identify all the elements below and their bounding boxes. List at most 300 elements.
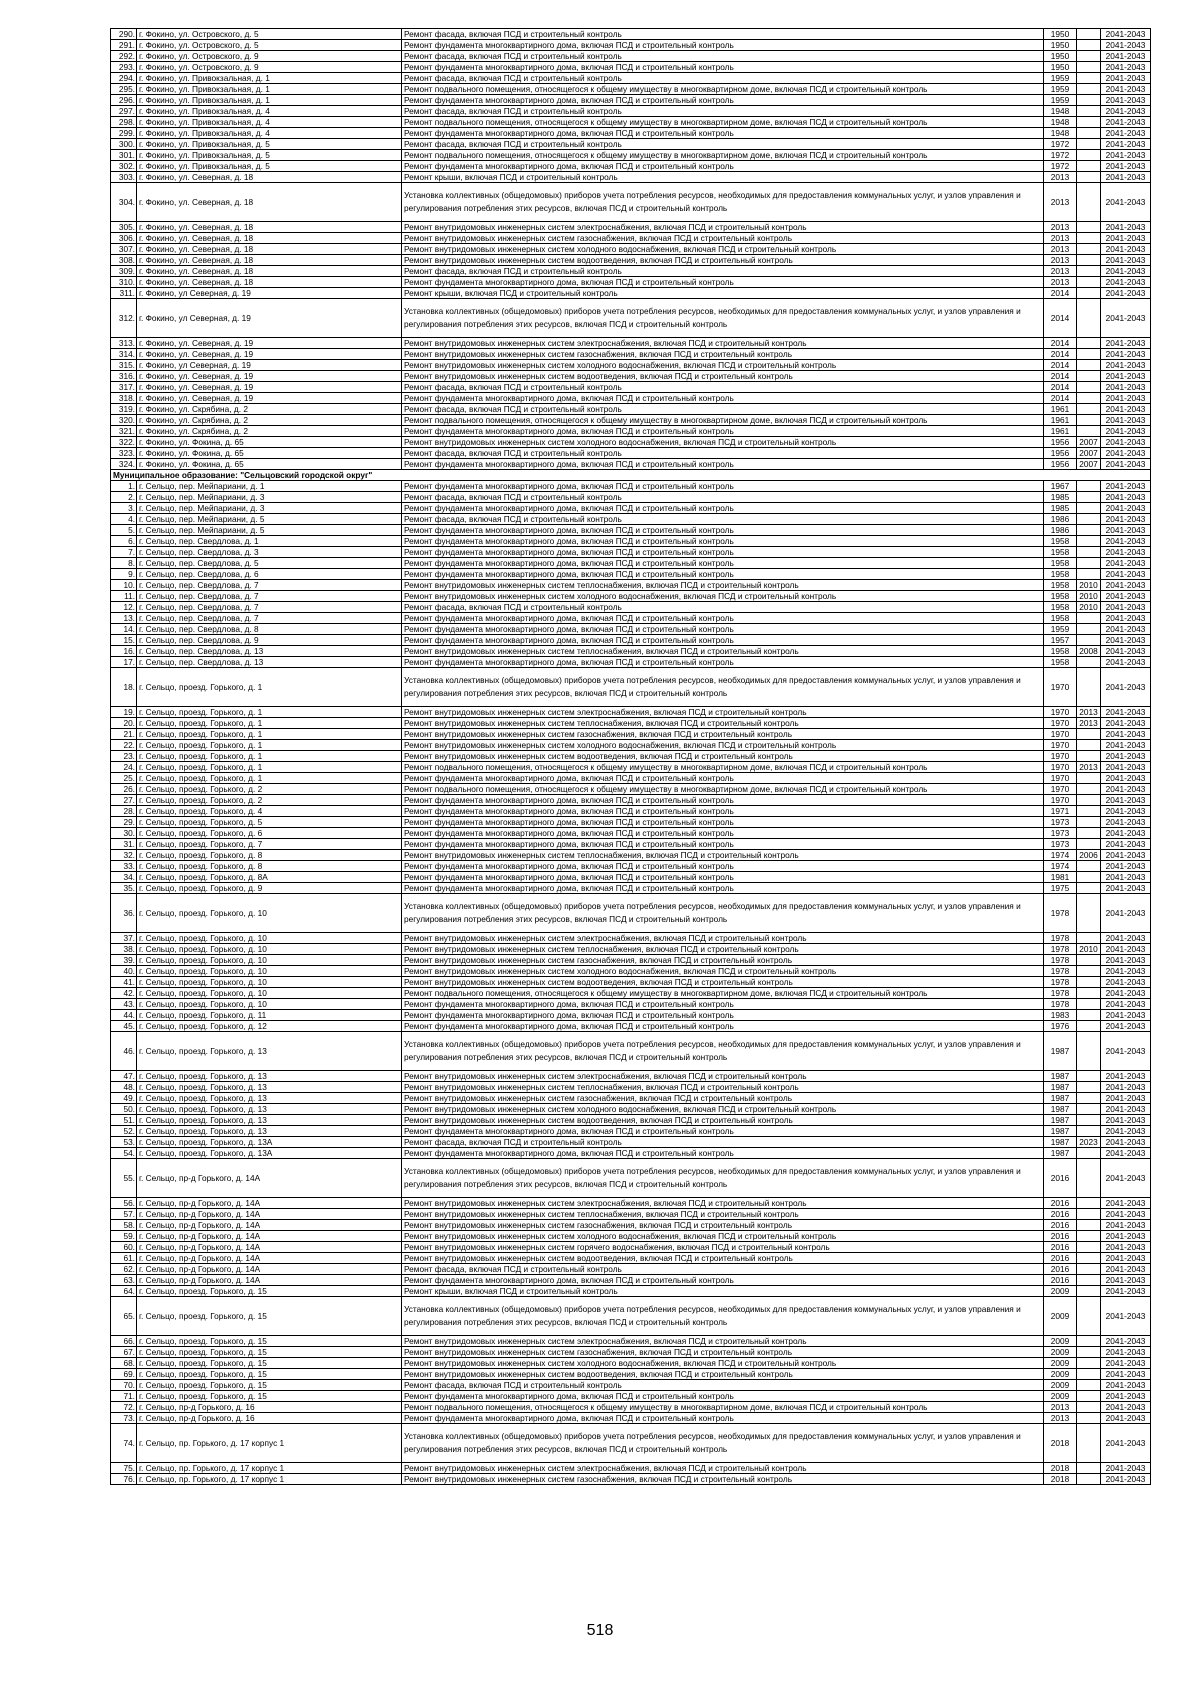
address-cell: г. Сельцо, пер. Мейпариани, д. 3 — [137, 492, 402, 503]
period-cell: 2041-2043 — [1101, 817, 1151, 828]
last-repair-year-cell — [1077, 233, 1101, 244]
build-year-cell: 2009 — [1044, 1369, 1077, 1380]
work-type-cell: Ремонт подвального помещения, относящегося к общему имуществу в многоквартирном доме, включая ПСД и строительный контроль — [402, 150, 1044, 161]
build-year-cell: 1958 — [1044, 569, 1077, 580]
address-cell: г. Сельцо, проезд. Горького, д. 15 — [137, 1358, 402, 1369]
build-year-cell: 1987 — [1044, 1093, 1077, 1104]
period-cell: 2041-2043 — [1101, 503, 1151, 514]
period-cell: 2041-2043 — [1101, 668, 1151, 707]
row-number: 311. — [111, 288, 137, 299]
period-cell: 2041-2043 — [1101, 861, 1151, 872]
last-repair-year-cell: 2007 — [1077, 437, 1101, 448]
build-year-cell: 1959 — [1044, 84, 1077, 95]
row-number: 8. — [111, 558, 137, 569]
build-year-cell: 1961 — [1044, 404, 1077, 415]
address-cell: г. Сельцо, проезд. Горького, д. 10 — [137, 933, 402, 944]
row-number: 318. — [111, 393, 137, 404]
row-number: 64. — [111, 1286, 137, 1297]
table-row — [111, 933, 1151, 944]
period-cell: 2041-2043 — [1101, 751, 1151, 762]
build-year-cell: 2013 — [1044, 255, 1077, 266]
period-cell: 2041-2043 — [1101, 646, 1151, 657]
address-cell: г. Фокино, ул. Северная, д. 19 — [137, 382, 402, 393]
period-cell: 2041-2043 — [1101, 51, 1151, 62]
address-cell: г. Сельцо, проезд. Горького, д. 10 — [137, 955, 402, 966]
table-row — [111, 613, 1151, 624]
last-repair-year-cell — [1077, 382, 1101, 393]
table-row — [111, 1380, 1151, 1391]
period-cell: 2041-2043 — [1101, 73, 1151, 84]
work-type-cell: Установка коллективных (общедомовых) приборов учета потребления ресурсов, необходимых для предоставления коммунальных услуг, и узлов управления и регулирования потребления этих ресурсов, включая ПСД и строительный контроль — [402, 1159, 1044, 1198]
work-type-cell: Ремонт внутридомовых инженерных систем газоснабжения, включая ПСД и строительный контроль — [402, 1220, 1044, 1231]
table-row — [111, 481, 1151, 492]
table-row — [111, 1159, 1151, 1198]
table-row — [111, 1347, 1151, 1358]
build-year-cell: 2016 — [1044, 1242, 1077, 1253]
build-year-cell: 1985 — [1044, 503, 1077, 514]
table-row — [111, 729, 1151, 740]
address-cell: г. Сельцо, проезд. Горького, д. 10 — [137, 999, 402, 1010]
build-year-cell: 2014 — [1044, 382, 1077, 393]
row-number: 63. — [111, 1275, 137, 1286]
work-type-cell: Ремонт фасада, включая ПСД и строительный контроль — [402, 266, 1044, 277]
address-cell: г. Фокино, ул. Привокзальная, д. 4 — [137, 128, 402, 139]
last-repair-year-cell — [1077, 1032, 1101, 1071]
table-row — [111, 1463, 1151, 1474]
address-cell: г. Фокино, ул. Северная, д. 18 — [137, 233, 402, 244]
build-year-cell: 1956 — [1044, 437, 1077, 448]
work-type-cell: Ремонт фундамента многоквартирного дома, включая ПСД и строительный контроль — [402, 657, 1044, 668]
row-number: 66. — [111, 1336, 137, 1347]
address-cell: г. Сельцо, пер. Свердлова, д. 8 — [137, 624, 402, 635]
row-number: 13. — [111, 613, 137, 624]
work-type-cell: Ремонт фундамента многоквартирного дома, включая ПСД и строительный контроль — [402, 795, 1044, 806]
last-repair-year-cell: 2007 — [1077, 459, 1101, 470]
row-number: 322. — [111, 437, 137, 448]
address-cell: г. Сельцо, пер. Свердлова, д. 6 — [137, 569, 402, 580]
last-repair-year-cell — [1077, 1071, 1101, 1082]
period-cell: 2041-2043 — [1101, 718, 1151, 729]
table-row — [111, 244, 1151, 255]
period-cell: 2041-2043 — [1101, 84, 1151, 95]
row-number: 319. — [111, 404, 137, 415]
row-number: 43. — [111, 999, 137, 1010]
build-year-cell: 1978 — [1044, 955, 1077, 966]
address-cell: г. Фокино, ул. Скрябина, д. 2 — [137, 426, 402, 437]
period-cell: 2041-2043 — [1101, 1391, 1151, 1402]
address-cell: г. Сельцо, проезд. Горького, д. 6 — [137, 828, 402, 839]
row-number: 73. — [111, 1413, 137, 1424]
table-row — [111, 525, 1151, 536]
build-year-cell: 1983 — [1044, 1010, 1077, 1021]
address-cell: г. Фокино, ул. Фокина, д. 65 — [137, 459, 402, 470]
row-number: 312. — [111, 299, 137, 338]
period-cell: 2041-2043 — [1101, 536, 1151, 547]
build-year-cell: 1987 — [1044, 1137, 1077, 1148]
table-row — [111, 966, 1151, 977]
build-year-cell: 1970 — [1044, 740, 1077, 751]
table-row — [111, 1264, 1151, 1275]
last-repair-year-cell — [1077, 172, 1101, 183]
work-type-cell: Ремонт подвального помещения, относящегося к общему имуществу в многоквартирном доме, включая ПСД и строительный контроль — [402, 415, 1044, 426]
address-cell: г. Фокино, ул. Островского, д. 5 — [137, 40, 402, 51]
table-row — [111, 40, 1151, 51]
period-cell: 2041-2043 — [1101, 850, 1151, 861]
period-cell: 2041-2043 — [1101, 795, 1151, 806]
row-number: 25. — [111, 773, 137, 784]
period-cell: 2041-2043 — [1101, 40, 1151, 51]
work-type-cell: Ремонт фундамента многоквартирного дома, включая ПСД и строительный контроль — [402, 161, 1044, 172]
address-cell: г. Сельцо, проезд. Горького, д. 1 — [137, 707, 402, 718]
table-row — [111, 51, 1151, 62]
build-year-cell: 1950 — [1044, 40, 1077, 51]
address-cell: г. Сельцо, пер. Свердлова, д. 7 — [137, 602, 402, 613]
build-year-cell: 1973 — [1044, 839, 1077, 850]
last-repair-year-cell — [1077, 1242, 1101, 1253]
table-row — [111, 266, 1151, 277]
period-cell: 2041-2043 — [1101, 1231, 1151, 1242]
work-type-cell: Ремонт фундамента многоквартирного дома, включая ПСД и строительный контроль — [402, 1010, 1044, 1021]
period-cell: 2041-2043 — [1101, 172, 1151, 183]
table-row — [111, 277, 1151, 288]
work-type-cell: Ремонт фундамента многоквартирного дома, включая ПСД и строительный контроль — [402, 839, 1044, 850]
last-repair-year-cell — [1077, 558, 1101, 569]
address-cell: г. Фокино, ул. Островского, д. 5 — [137, 29, 402, 40]
address-cell: г. Сельцо, проезд. Горького, д. 1 — [137, 729, 402, 740]
row-number: 58. — [111, 1220, 137, 1231]
address-cell: г. Фокино, ул. Привокзальная, д. 4 — [137, 106, 402, 117]
last-repair-year-cell — [1077, 525, 1101, 536]
address-cell: г. Сельцо, проезд. Горького, д. 10 — [137, 944, 402, 955]
work-type-cell: Установка коллективных (общедомовых) приборов учета потребления ресурсов, необходимых для предоставления коммунальных услуг, и узлов управления и регулирования потребления этих ресурсов, включая ПСД и строительный контроль — [402, 1032, 1044, 1071]
address-cell: г. Фокино, ул. Скрябина, д. 2 — [137, 415, 402, 426]
address-cell: г. Сельцо, проезд. Горького, д. 1 — [137, 668, 402, 707]
build-year-cell: 1958 — [1044, 591, 1077, 602]
build-year-cell: 1959 — [1044, 73, 1077, 84]
address-cell: г. Сельцо, проезд. Горького, д. 8 — [137, 850, 402, 861]
table-row — [111, 657, 1151, 668]
last-repair-year-cell — [1077, 1275, 1101, 1286]
address-cell: г. Сельцо, пр. Горького, д. 17 корпус 1 — [137, 1463, 402, 1474]
last-repair-year-cell — [1077, 1413, 1101, 1424]
work-type-cell: Ремонт фундамента многоквартирного дома, включая ПСД и строительный контроль — [402, 1275, 1044, 1286]
build-year-cell: 1978 — [1044, 988, 1077, 999]
address-cell: г. Сельцо, проезд. Горького, д. 13 — [137, 1126, 402, 1137]
last-repair-year-cell — [1077, 657, 1101, 668]
period-cell: 2041-2043 — [1101, 514, 1151, 525]
address-cell: г. Сельцо, пр-д Горького, д. 14А — [137, 1220, 402, 1231]
last-repair-year-cell — [1077, 740, 1101, 751]
work-type-cell: Ремонт фундамента многоквартирного дома, включая ПСД и строительный контроль — [402, 459, 1044, 470]
row-number: 16. — [111, 646, 137, 657]
work-type-cell: Ремонт внутридомовых инженерных систем водоотведения, включая ПСД и строительный контроль — [402, 371, 1044, 382]
table-row — [111, 222, 1151, 233]
row-number: 317. — [111, 382, 137, 393]
table-row — [111, 1126, 1151, 1137]
last-repair-year-cell — [1077, 117, 1101, 128]
last-repair-year-cell — [1077, 1209, 1101, 1220]
last-repair-year-cell — [1077, 751, 1101, 762]
work-type-cell: Ремонт фундамента многоквартирного дома, включая ПСД и строительный контроль — [402, 635, 1044, 646]
work-type-cell: Ремонт подвального помещения, относящегося к общему имуществу в многоквартирном доме, включая ПСД и строительный контроль — [402, 784, 1044, 795]
period-cell: 2041-2043 — [1101, 404, 1151, 415]
work-type-cell: Ремонт фундамента многоквартирного дома, включая ПСД и строительный контроль — [402, 613, 1044, 624]
table-row — [111, 371, 1151, 382]
address-cell: г. Сельцо, пер. Свердлова, д. 1 — [137, 536, 402, 547]
table-row — [111, 1093, 1151, 1104]
period-cell: 2041-2043 — [1101, 707, 1151, 718]
build-year-cell: 1987 — [1044, 1071, 1077, 1082]
row-number: 34. — [111, 872, 137, 883]
address-cell: г. Фокино, ул. Привокзальная, д. 5 — [137, 150, 402, 161]
table-row — [111, 404, 1151, 415]
table-row — [111, 558, 1151, 569]
last-repair-year-cell — [1077, 481, 1101, 492]
period-cell: 2041-2043 — [1101, 1369, 1151, 1380]
table-row — [111, 1032, 1151, 1071]
address-cell: г. Сельцо, пер. Мейпариани, д. 3 — [137, 503, 402, 514]
build-year-cell: 1958 — [1044, 646, 1077, 657]
period-cell: 2041-2043 — [1101, 1159, 1151, 1198]
row-number: 303. — [111, 172, 137, 183]
work-type-cell: Ремонт внутридомовых инженерных систем электроснабжения, включая ПСД и строительный контроль — [402, 222, 1044, 233]
row-number: 300. — [111, 139, 137, 150]
table-row — [111, 1336, 1151, 1347]
row-number: 46. — [111, 1032, 137, 1071]
address-cell: г. Сельцо, пер. Свердлова, д. 13 — [137, 646, 402, 657]
period-cell: 2041-2043 — [1101, 481, 1151, 492]
period-cell: 2041-2043 — [1101, 624, 1151, 635]
build-year-cell: 1948 — [1044, 106, 1077, 117]
build-year-cell: 2009 — [1044, 1358, 1077, 1369]
table-row — [111, 668, 1151, 707]
row-number: 26. — [111, 784, 137, 795]
row-number: 40. — [111, 966, 137, 977]
build-year-cell: 1987 — [1044, 1082, 1077, 1093]
last-repair-year-cell — [1077, 1010, 1101, 1021]
address-cell: г. Сельцо, проезд. Горького, д. 15 — [137, 1297, 402, 1336]
row-number: 67. — [111, 1347, 137, 1358]
period-cell: 2041-2043 — [1101, 1209, 1151, 1220]
last-repair-year-cell — [1077, 1115, 1101, 1126]
build-year-cell: 2018 — [1044, 1424, 1077, 1463]
work-type-cell: Ремонт фундамента многоквартирного дома, включая ПСД и строительный контроль — [402, 481, 1044, 492]
build-year-cell: 1978 — [1044, 977, 1077, 988]
build-year-cell: 1970 — [1044, 795, 1077, 806]
work-type-cell: Ремонт внутридомовых инженерных систем горячего водоснабжения, включая ПСД и строительный контроль — [402, 1242, 1044, 1253]
address-cell: г. Сельцо, пер. Мейпариани, д. 1 — [137, 481, 402, 492]
period-cell: 2041-2043 — [1101, 415, 1151, 426]
address-cell: г. Фокино, ул. Привокзальная, д. 1 — [137, 95, 402, 106]
build-year-cell: 2013 — [1044, 172, 1077, 183]
last-repair-year-cell — [1077, 360, 1101, 371]
work-type-cell: Ремонт подвального помещения, относящегося к общему имуществу в многоквартирном доме, включая ПСД и строительный контроль — [402, 762, 1044, 773]
address-cell: г. Сельцо, пр-д Горького, д. 14А — [137, 1242, 402, 1253]
period-cell: 2041-2043 — [1101, 222, 1151, 233]
period-cell: 2041-2043 — [1101, 988, 1151, 999]
build-year-cell: 1948 — [1044, 117, 1077, 128]
last-repair-year-cell — [1077, 988, 1101, 999]
period-cell: 2041-2043 — [1101, 1264, 1151, 1275]
last-repair-year-cell: 2007 — [1077, 448, 1101, 459]
period-cell: 2041-2043 — [1101, 492, 1151, 503]
row-number: 290. — [111, 29, 137, 40]
table-row — [111, 850, 1151, 861]
table-row — [111, 999, 1151, 1010]
period-cell: 2041-2043 — [1101, 602, 1151, 613]
address-cell: г. Фокино, ул. Северная, д. 18 — [137, 172, 402, 183]
work-type-cell: Ремонт внутридомовых инженерных систем электроснабжения, включая ПСД и строительный контроль — [402, 1071, 1044, 1082]
build-year-cell: 1970 — [1044, 668, 1077, 707]
work-type-cell: Ремонт фасада, включая ПСД и строительный контроль — [402, 1137, 1044, 1148]
period-cell: 2041-2043 — [1101, 1126, 1151, 1137]
build-year-cell: 1987 — [1044, 1032, 1077, 1071]
row-number: 60. — [111, 1242, 137, 1253]
table-row — [111, 161, 1151, 172]
table-row — [111, 988, 1151, 999]
work-type-cell: Установка коллективных (общедомовых) приборов учета потребления ресурсов, необходимых для предоставления коммунальных услуг, и узлов управления и регулирования потребления этих ресурсов, включая ПСД и строительный контроль — [402, 1297, 1044, 1336]
period-cell: 2041-2043 — [1101, 580, 1151, 591]
build-year-cell: 2009 — [1044, 1286, 1077, 1297]
address-cell: г. Сельцо, пр-д Горького, д. 14А — [137, 1253, 402, 1264]
address-cell: г. Сельцо, пер. Свердлова, д. 7 — [137, 613, 402, 624]
build-year-cell: 1957 — [1044, 635, 1077, 646]
table-row — [111, 955, 1151, 966]
row-number: 32. — [111, 850, 137, 861]
period-cell: 2041-2043 — [1101, 657, 1151, 668]
period-cell: 2041-2043 — [1101, 448, 1151, 459]
last-repair-year-cell — [1077, 1253, 1101, 1264]
period-cell: 2041-2043 — [1101, 1071, 1151, 1082]
row-number: 74. — [111, 1424, 137, 1463]
build-year-cell: 1978 — [1044, 894, 1077, 933]
address-cell: г. Сельцо, проезд. Горького, д. 8 — [137, 861, 402, 872]
period-cell: 2041-2043 — [1101, 244, 1151, 255]
build-year-cell: 1986 — [1044, 525, 1077, 536]
row-number: 2. — [111, 492, 137, 503]
row-number: 295. — [111, 84, 137, 95]
work-type-cell: Ремонт фундамента многоквартирного дома, включая ПСД и строительный контроль — [402, 536, 1044, 547]
work-type-cell: Ремонт внутридомовых инженерных систем водоотведения, включая ПСД и строительный контроль — [402, 1253, 1044, 1264]
build-year-cell: 1959 — [1044, 624, 1077, 635]
work-type-cell: Ремонт фасада, включая ПСД и строительный контроль — [402, 1380, 1044, 1391]
last-repair-year-cell — [1077, 1148, 1101, 1159]
table-row — [111, 437, 1151, 448]
address-cell: г. Сельцо, проезд. Горького, д. 13 — [137, 1115, 402, 1126]
work-type-cell: Ремонт фасада, включая ПСД и строительный контроль — [402, 492, 1044, 503]
last-repair-year-cell — [1077, 338, 1101, 349]
table-row — [111, 299, 1151, 338]
table-row — [111, 1369, 1151, 1380]
period-cell: 2041-2043 — [1101, 558, 1151, 569]
row-number: 308. — [111, 255, 137, 266]
build-year-cell: 2014 — [1044, 371, 1077, 382]
work-type-cell: Ремонт подвального помещения, относящегося к общему имуществу в многоквартирном доме, включая ПСД и строительный контроль — [402, 1402, 1044, 1413]
build-year-cell: 1958 — [1044, 536, 1077, 547]
period-cell: 2041-2043 — [1101, 382, 1151, 393]
table-row — [111, 1253, 1151, 1264]
address-cell: г. Сельцо, проезд. Горького, д. 10 — [137, 966, 402, 977]
build-year-cell: 1972 — [1044, 150, 1077, 161]
last-repair-year-cell — [1077, 139, 1101, 150]
work-type-cell: Ремонт внутридомовых инженерных систем теплоснабжения, включая ПСД и строительный контроль — [402, 1082, 1044, 1093]
last-repair-year-cell — [1077, 288, 1101, 299]
build-year-cell: 1975 — [1044, 883, 1077, 894]
period-cell: 2041-2043 — [1101, 839, 1151, 850]
last-repair-year-cell — [1077, 1082, 1101, 1093]
period-cell: 2041-2043 — [1101, 1137, 1151, 1148]
row-number: 1. — [111, 481, 137, 492]
last-repair-year-cell — [1077, 1126, 1101, 1137]
table-row — [111, 718, 1151, 729]
table-row — [111, 95, 1151, 106]
work-type-cell: Ремонт внутридомовых инженерных систем электроснабжения, включая ПСД и строительный контроль — [402, 933, 1044, 944]
table-row — [111, 536, 1151, 547]
period-cell: 2041-2043 — [1101, 288, 1151, 299]
address-cell: г. Сельцо, проезд. Горького, д. 15 — [137, 1369, 402, 1380]
period-cell: 2041-2043 — [1101, 547, 1151, 558]
last-repair-year-cell: 2013 — [1077, 762, 1101, 773]
row-number: 299. — [111, 128, 137, 139]
period-cell: 2041-2043 — [1101, 1148, 1151, 1159]
period-cell: 2041-2043 — [1101, 883, 1151, 894]
last-repair-year-cell — [1077, 1093, 1101, 1104]
row-number: 12. — [111, 602, 137, 613]
last-repair-year-cell — [1077, 839, 1101, 850]
address-cell: г. Фокино, ул. Привокзальная, д. 1 — [137, 84, 402, 95]
period-cell: 2041-2043 — [1101, 1275, 1151, 1286]
row-number: 5. — [111, 525, 137, 536]
address-cell: г. Фокино, ул. Скрябина, д. 2 — [137, 404, 402, 415]
period-cell: 2041-2043 — [1101, 459, 1151, 470]
work-type-cell: Ремонт фасада, включая ПСД и строительный контроль — [402, 514, 1044, 525]
row-number: 30. — [111, 828, 137, 839]
work-type-cell: Ремонт фундамента многоквартирного дома, включая ПСД и строительный контроль — [402, 999, 1044, 1010]
work-type-cell: Ремонт внутридомовых инженерных систем холодного водоснабжения, включая ПСД и строительный контроль — [402, 1104, 1044, 1115]
last-repair-year-cell — [1077, 1402, 1101, 1413]
row-number: 23. — [111, 751, 137, 762]
table-row — [111, 795, 1151, 806]
build-year-cell: 2014 — [1044, 349, 1077, 360]
work-type-cell: Ремонт фундамента многоквартирного дома, включая ПСД и строительный контроль — [402, 558, 1044, 569]
table-row — [111, 117, 1151, 128]
address-cell: г. Сельцо, пр-д Горького, д. 14А — [137, 1198, 402, 1209]
build-year-cell: 1972 — [1044, 161, 1077, 172]
build-year-cell: 2016 — [1044, 1264, 1077, 1275]
row-number: 62. — [111, 1264, 137, 1275]
table-row — [111, 503, 1151, 514]
table-row — [111, 828, 1151, 839]
period-cell: 2041-2043 — [1101, 784, 1151, 795]
last-repair-year-cell — [1077, 883, 1101, 894]
table-row — [111, 591, 1151, 602]
build-year-cell: 2013 — [1044, 1413, 1077, 1424]
table-row — [111, 872, 1151, 883]
last-repair-year-cell — [1077, 999, 1101, 1010]
last-repair-year-cell — [1077, 806, 1101, 817]
period-cell: 2041-2043 — [1101, 1032, 1151, 1071]
address-cell: г. Сельцо, пр-д Горького, д. 14А — [137, 1231, 402, 1242]
period-cell: 2041-2043 — [1101, 1104, 1151, 1115]
row-number: 38. — [111, 944, 137, 955]
row-number: 307. — [111, 244, 137, 255]
build-year-cell: 2018 — [1044, 1463, 1077, 1474]
build-year-cell: 2013 — [1044, 277, 1077, 288]
period-cell: 2041-2043 — [1101, 1021, 1151, 1032]
last-repair-year-cell — [1077, 393, 1101, 404]
table-row — [111, 172, 1151, 183]
repair-program-table — [110, 28, 1151, 1485]
